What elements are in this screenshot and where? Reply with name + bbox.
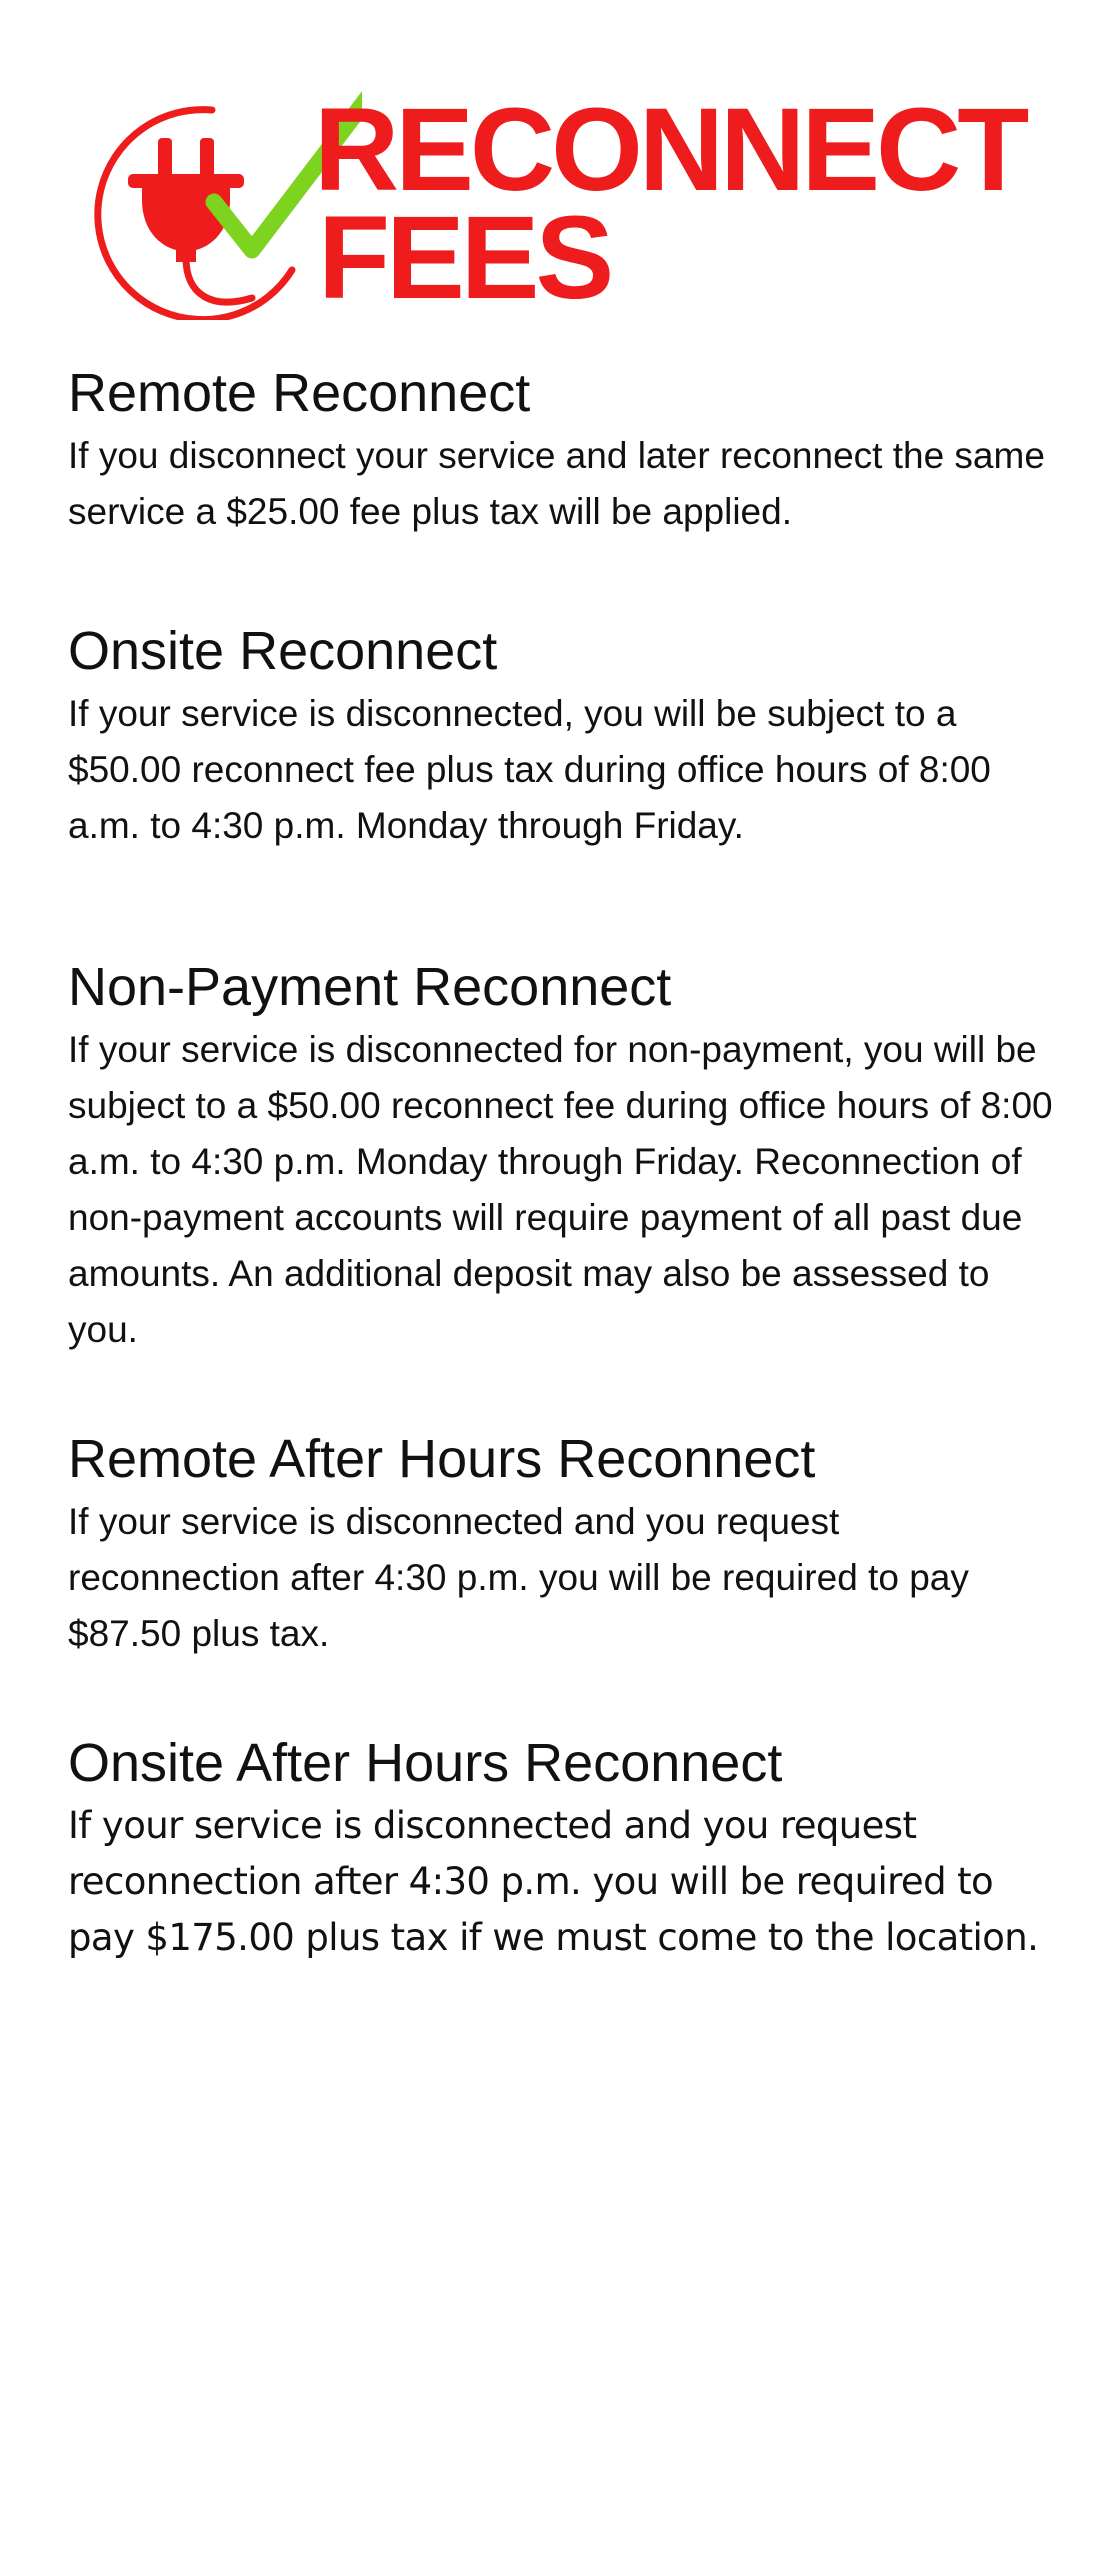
logo-wordmark — [314, 84, 1026, 324]
logo-line-fees: FEES — [318, 192, 611, 324]
section-remote-after-hours-reconnect — [68, 1428, 1058, 1662]
section-body: If your service is disconnected and you request reconnection after 4:30 p.m. you will be required to pay $87.50 plus tax. — [68, 1501, 969, 1654]
section-title: Non-Payment Reconnect — [68, 957, 672, 1017]
section-title: Onsite Reconnect — [68, 621, 498, 681]
section-remote-reconnect — [68, 362, 1058, 540]
section-body: If your service is disconnected and you request reconnection after 4:30 p.m. you will be required to pay $175.00 plus tax if we must come to the location. — [68, 1804, 1039, 1959]
section-non-payment-reconnect — [68, 956, 1058, 1358]
section-title: Remote After Hours Reconnect — [68, 1429, 816, 1489]
section-title: Onsite After Hours Reconnect — [68, 1733, 783, 1793]
section-onsite-reconnect — [68, 620, 1058, 854]
section-onsite-after-hours-reconnect — [68, 1732, 1058, 1966]
section-body: If you disconnect your service and later reconnect the same service a $25.00 fee plus tax will be applied. — [68, 435, 1045, 532]
section-title: Remote Reconnect — [68, 363, 531, 423]
fee-sections — [68, 362, 1058, 1966]
section-body: If your service is disconnected for non-payment, you will be subject to a $50.00 reconnect fee during office hours of 8:00 a.m. to 4:30 p.m. Monday through Friday. Reconnection of non-payment accounts will require payment of all past due amounts. An additional deposit may also be assessed to you. — [68, 1029, 1053, 1350]
section-body: If your service is disconnected, you will be subject to a $50.00 reconnect fee plus tax during office hours of 8:00 a.m. to 4:30 p.m. Monday through Friday. — [68, 693, 991, 846]
header-logo — [62, 70, 1026, 324]
logo-line-reconnect: RECONNECT — [314, 84, 1026, 216]
